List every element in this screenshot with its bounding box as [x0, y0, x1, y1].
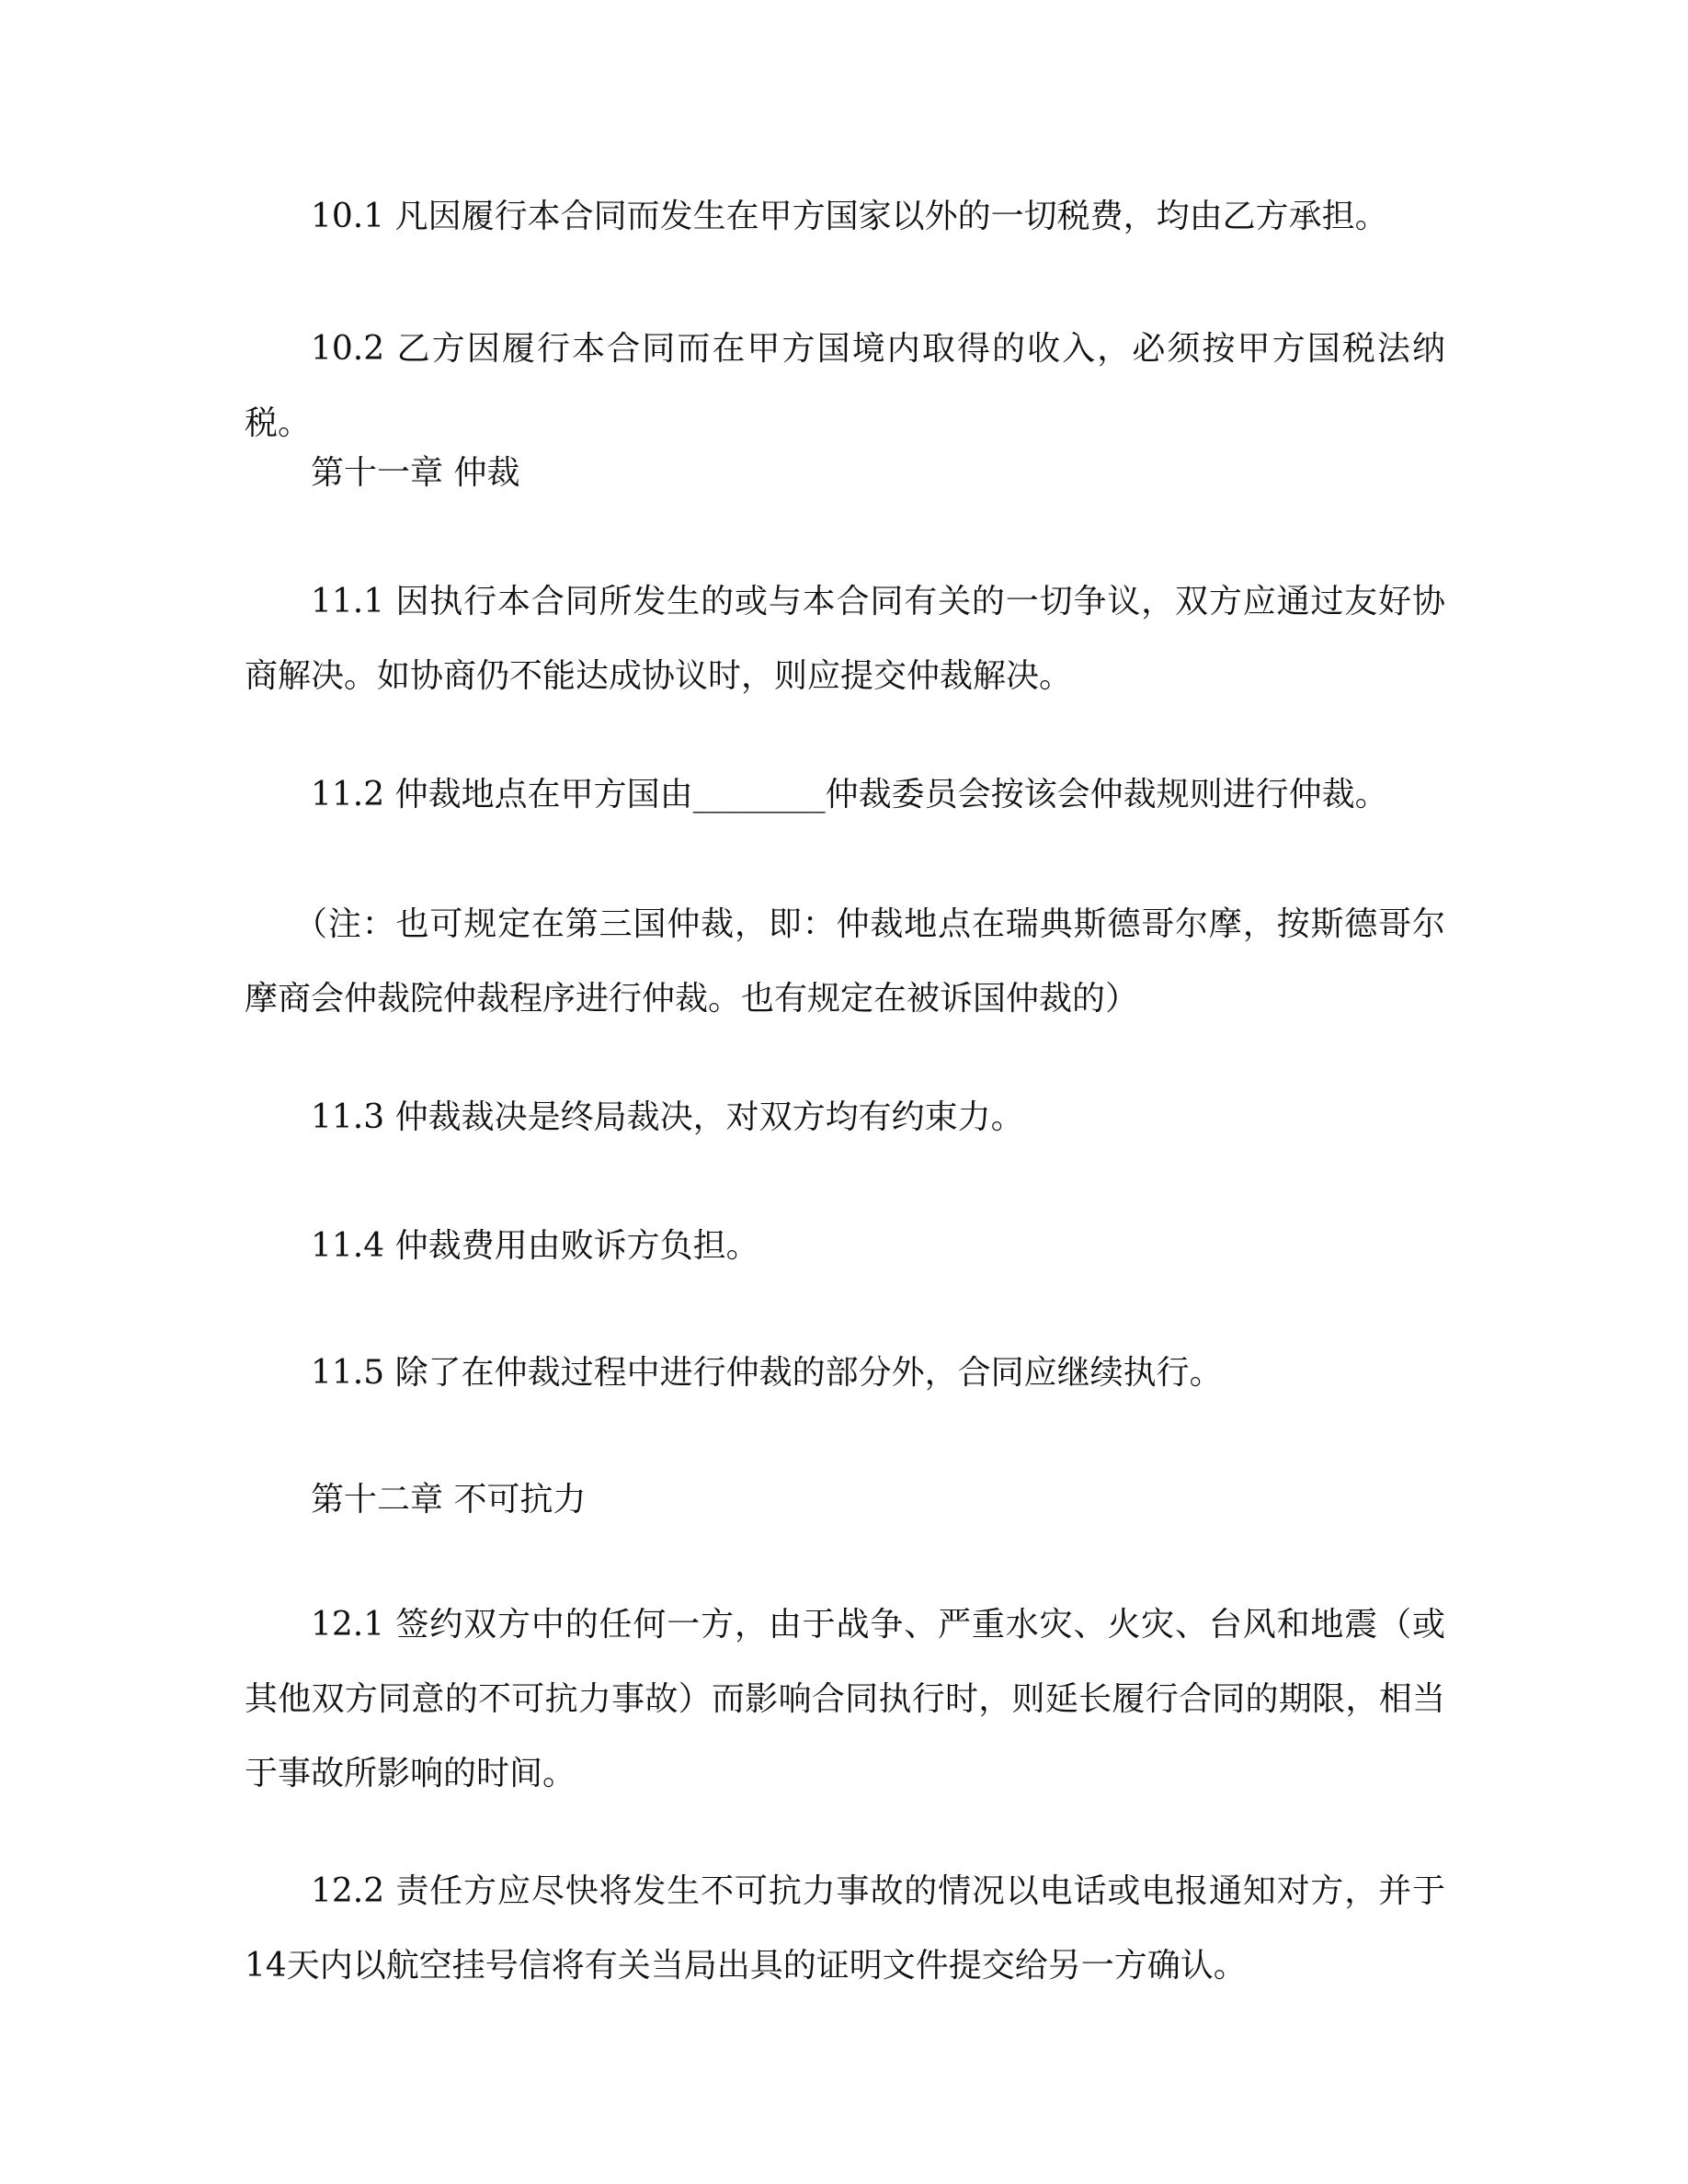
clause-11-5: 11.5 除了在仲裁过程中进行仲裁的部分外，合同应继续执行。: [311, 1354, 1223, 1392]
clause-10-2: 10.2 乙方因履行本合同而在甲方国境内取得的收入，必须按甲方国税法纳税。: [245, 330, 1445, 442]
clause-11-note: （注：也可规定在第三国仲裁，即：仲裁地点在瑞典斯德哥尔摩，按斯德哥尔摩商会仲裁院仲裁程序进行仲裁。也有规定在被诉国仲裁的）: [245, 905, 1445, 1018]
clause-11-1: 11.1 因执行本合同所发生的或与本合同有关的一切争议，双方应通过友好协商解决。如协商仍不能达成协议时，则应提交仲裁解决。: [245, 583, 1445, 695]
clause-11-3: 11.3 仲裁裁决是终局裁决，对双方均有约束力。: [311, 1098, 1024, 1136]
clause-11-2: 11.2 仲裁地点在甲方国由________仲裁委员会按该会仲裁规则进行仲裁。: [311, 776, 1388, 813]
chapter-12-heading: 第十二章 不可抗力: [311, 1481, 587, 1519]
chapter-11-heading: 第十一章 仲裁: [311, 454, 520, 492]
clause-10-1: 10.1 凡因履行本合同而发生在甲方国家以外的一切税费，均由乙方承担。: [311, 198, 1388, 235]
clause-11-4: 11.4 仲裁费用由败诉方负担。: [311, 1227, 759, 1265]
clause-12-1: 12.1 签约双方中的任何一方，由于战争、严重水灾、火灾、台风和地震（或其他双方同意的不可抗力事故）而影响合同执行时，则延长履行合同的期限，相当于事故所影响的时间。: [245, 1606, 1445, 1792]
clause-12-2: 12.2 责任方应尽快将发生不可抗力事故的情况以电话或电报通知对方，并于14天内以航空挂号信将有关当局出具的证明文件提交给另一方确认。: [245, 1872, 1445, 1985]
